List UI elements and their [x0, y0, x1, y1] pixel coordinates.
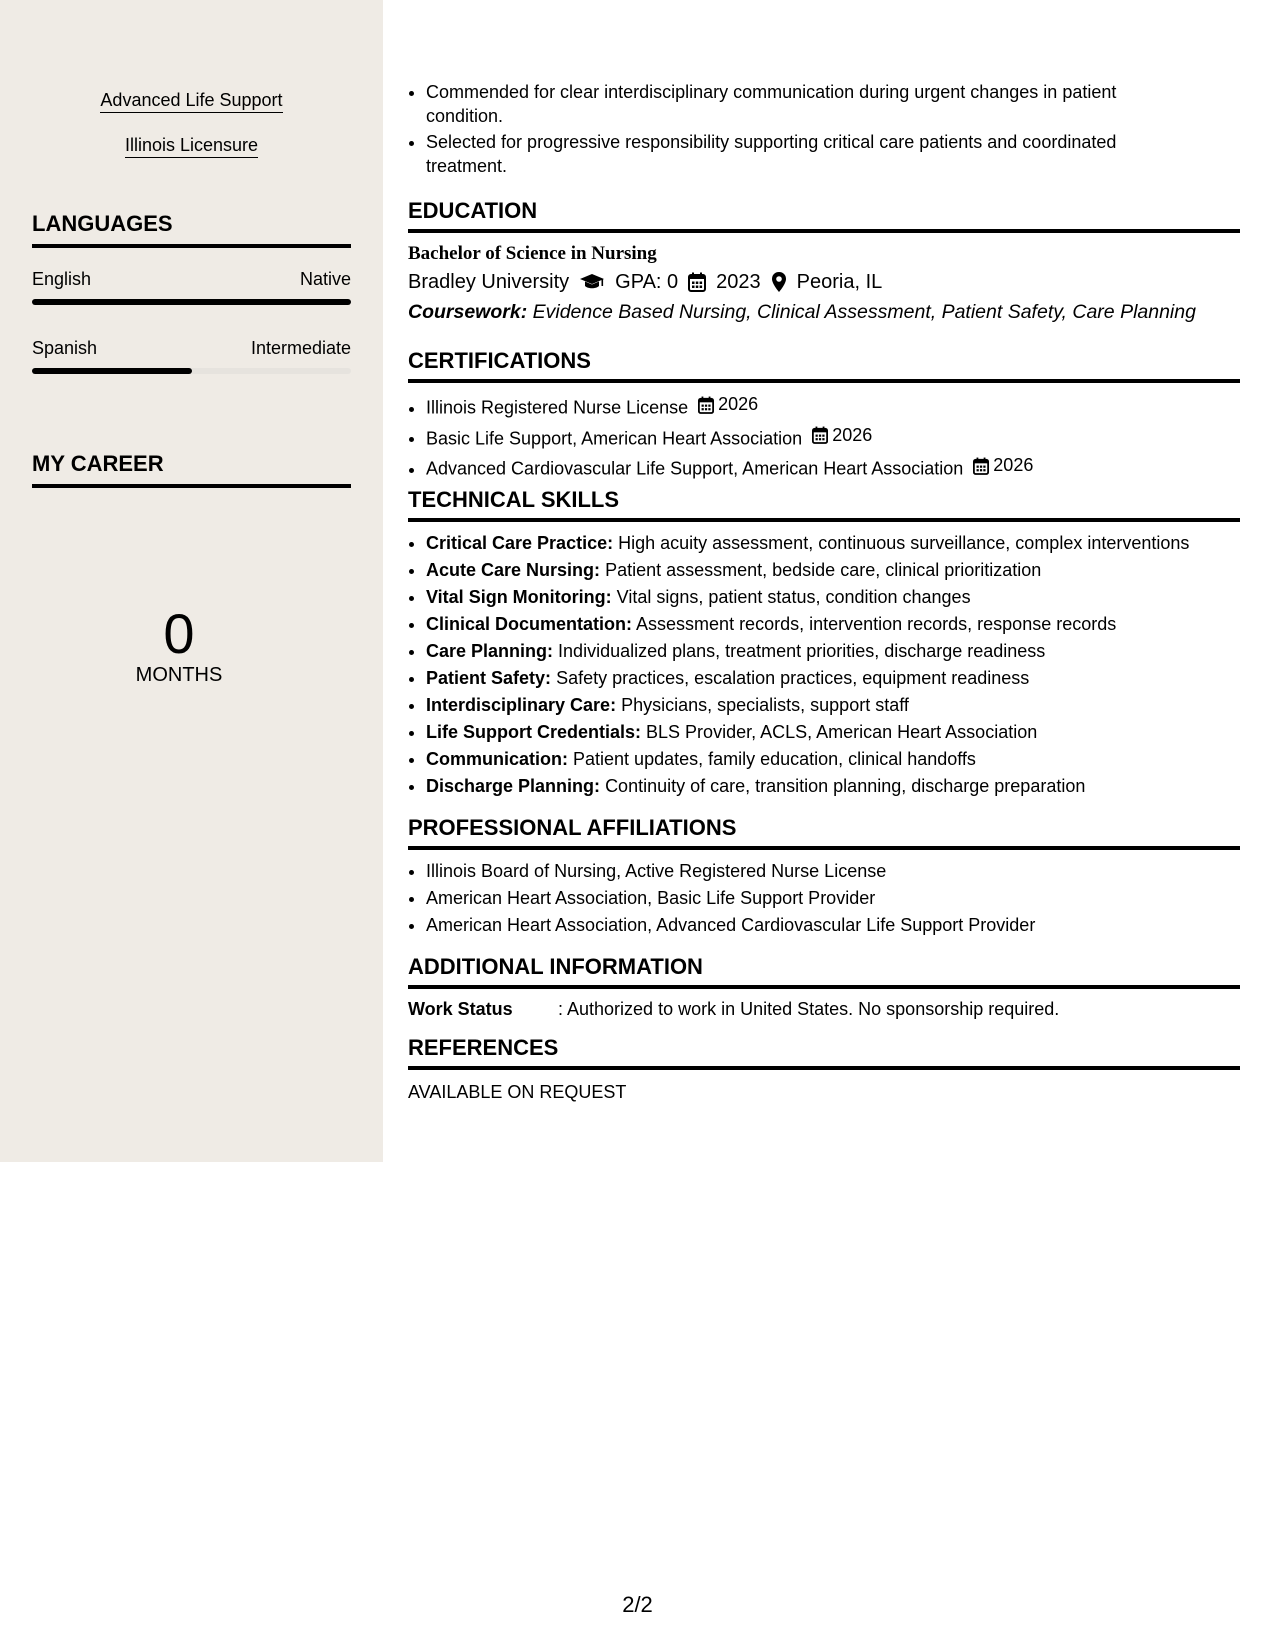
- language-row-english: [32, 268, 351, 290]
- sidebar-cert-illinois-licensure: [0, 133, 383, 157]
- skill-text: Physicians, specialists, support staff: [621, 695, 909, 715]
- education-heading: EDUCATION: [408, 197, 1240, 233]
- coursework-list: Evidence Based Nursing, Clinical Assessment, Patient Safety, Care Planning: [532, 301, 1196, 323]
- page-number: 2/2: [622, 1592, 653, 1617]
- coursework-label: Coursework:: [408, 301, 528, 323]
- sidebar-cert-advanced-life-support: [0, 88, 383, 112]
- skill-text: BLS Provider, ACLS, American Heart Association: [646, 722, 1038, 742]
- calendar-icon: [973, 457, 989, 475]
- skill-text: Continuity of care, transition planning, discharge preparation: [605, 776, 1086, 796]
- certification-item: [426, 422, 1240, 453]
- skill-label: Care Planning:: [426, 641, 554, 661]
- sidebar: [0, 0, 383, 1162]
- language-level: Intermediate: [250, 338, 351, 358]
- affiliation-item: • American Heart Association, Basic Life Support Provider: [426, 885, 1240, 912]
- skill-item: [426, 773, 1240, 800]
- skill-label: Patient Safety:: [426, 668, 552, 688]
- skill-item: [426, 692, 1240, 719]
- career-heading: MY CAREER: [32, 450, 351, 488]
- calendar-icon: [688, 272, 706, 292]
- skills-section: [408, 486, 1240, 800]
- skill-item: [426, 638, 1240, 665]
- education-section: [408, 197, 1240, 327]
- skill-item: [426, 611, 1240, 638]
- affiliation-item: • Illinois Board of Nursing, Active Registered Nurse License: [426, 858, 1240, 885]
- certification-year: 2026: [718, 394, 759, 414]
- certification-name: Illinois Registered Nurse License: [426, 397, 689, 418]
- graduation-cap-icon: [579, 273, 605, 291]
- skill-text: Patient assessment, bedside care, clinical prioritization: [605, 560, 1042, 580]
- experience-bullet: • Selected for progressive responsibility supporting critical care patients and coordinated treatment.: [426, 130, 1186, 178]
- experience-bullets: [408, 80, 1240, 178]
- additional-info-section: [408, 953, 1240, 1021]
- additional-info-heading: ADDITIONAL INFORMATION: [408, 953, 1240, 989]
- certifications-section: [408, 347, 1240, 483]
- education-school: Bradley University: [408, 271, 570, 293]
- skill-text: Safety practices, escalation practices, equipment readiness: [556, 668, 1030, 688]
- references-section: [408, 1034, 1240, 1104]
- location-pin-icon: [771, 271, 787, 293]
- career-months-value: 0: [163, 602, 195, 665]
- work-status-value: : Authorized to work in United States. No sponsorship required.: [558, 999, 1060, 1019]
- language-bar-fill: [32, 299, 351, 305]
- language-row-spanish: [32, 337, 351, 359]
- certification-name: Basic Life Support, American Heart Association: [426, 428, 803, 448]
- references-text: AVAILABLE ON REQUEST: [408, 1082, 627, 1102]
- skill-text: Assessment records, intervention records, response records: [636, 614, 1117, 634]
- skill-label: Vital Sign Monitoring:: [426, 587, 612, 607]
- skill-text: Patient updates, family education, clinical handoffs: [573, 749, 976, 769]
- education-gpa: GPA: 0: [615, 271, 679, 293]
- languages-heading: LANGUAGES: [32, 210, 351, 248]
- work-status-label: Work Status: [408, 999, 513, 1019]
- sidebar-cert-label: Advanced Life Support: [100, 90, 282, 113]
- sidebar-cert-label: Illinois Licensure: [125, 135, 258, 158]
- skill-label: Critical Care Practice:: [426, 533, 614, 553]
- education-coursework: [408, 297, 1240, 327]
- skill-item: [426, 665, 1240, 692]
- skill-item: [426, 530, 1240, 557]
- skill-item: [426, 584, 1240, 611]
- calendar-icon: [812, 426, 828, 444]
- certification-item: [426, 452, 1240, 483]
- education-meta: [408, 267, 1240, 297]
- certification-item: [426, 391, 1240, 422]
- certification-year: 2026: [832, 424, 873, 445]
- affiliations-heading: PROFESSIONAL AFFILIATIONS: [408, 814, 1240, 850]
- language-bar-english: [32, 299, 351, 305]
- skill-label: Communication:: [426, 749, 568, 769]
- work-status-row: [408, 997, 1240, 1021]
- skill-label: Life Support Credentials:: [426, 722, 642, 742]
- skill-text: High acuity assessment, continuous surveillance, complex interventions: [618, 533, 1190, 553]
- education-year: 2023: [716, 271, 761, 293]
- skill-item: [426, 746, 1240, 773]
- affiliation-item: • American Heart Association, Advanced Cardiovascular Life Support Provider: [426, 912, 1240, 939]
- language-name: English: [32, 269, 92, 289]
- skills-heading: TECHNICAL SKILLS: [408, 486, 1240, 522]
- affiliations-section: [408, 814, 1240, 939]
- certifications-heading: CERTIFICATIONS: [408, 347, 1240, 383]
- skill-text: Vital signs, patient status, condition changes: [616, 587, 971, 607]
- skill-label: Clinical Documentation:: [426, 614, 633, 634]
- skill-item: [426, 719, 1240, 746]
- language-level: Native: [299, 269, 351, 289]
- skill-label: Interdisciplinary Care:: [426, 695, 617, 715]
- education-location: Peoria, IL: [796, 271, 883, 293]
- language-bar-spanish: [32, 368, 351, 374]
- career-months-unit: MONTHS: [135, 664, 223, 686]
- education-degree: Bachelor of Science in Nursing: [408, 243, 657, 264]
- calendar-icon: [698, 396, 714, 414]
- skill-label: Acute Care Nursing:: [426, 560, 601, 580]
- skill-label: Discharge Planning:: [426, 776, 601, 796]
- references-heading: REFERENCES: [408, 1034, 1240, 1070]
- certification-name: Advanced Cardiovascular Life Support, American Heart Association: [426, 458, 964, 479]
- experience-bullet: • Commended for clear interdisciplinary communication during urgent changes in patient condition.: [426, 80, 1186, 128]
- language-bar-fill: [32, 368, 192, 374]
- certification-year: 2026: [993, 455, 1034, 475]
- language-name: Spanish: [32, 338, 98, 358]
- skill-item: [426, 557, 1240, 584]
- skill-text: Individualized plans, treatment priorities, discharge readiness: [558, 641, 1046, 661]
